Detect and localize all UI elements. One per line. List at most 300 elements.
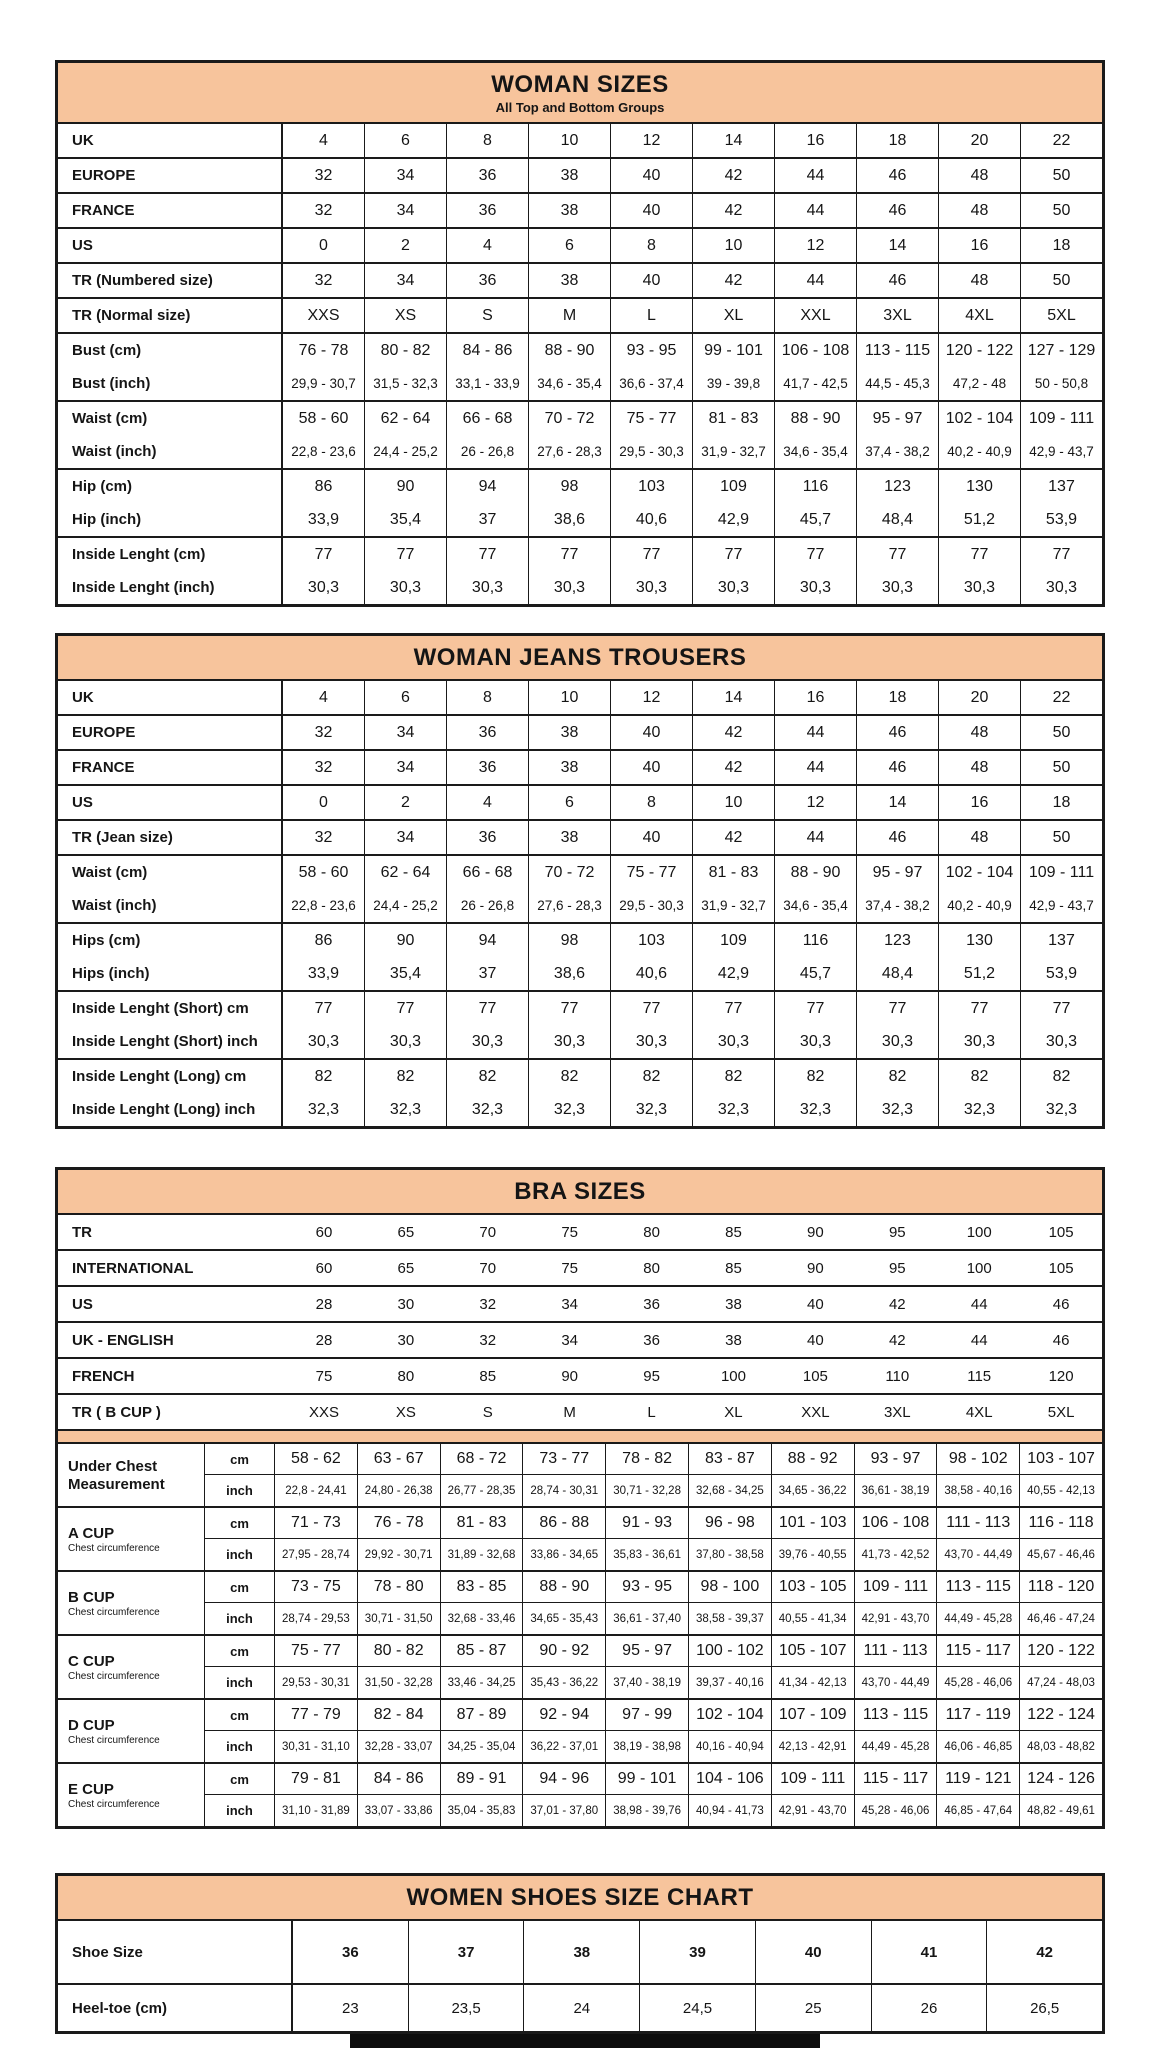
size-cell: 46	[857, 194, 939, 227]
size-cell: 42	[693, 716, 775, 749]
size-cell: 30,3	[1045, 1032, 1078, 1050]
table-row	[58, 1025, 1102, 1058]
cup-name: B CUP	[68, 1588, 115, 1606]
size-cell: 38	[529, 264, 611, 297]
size-cell: 0	[283, 786, 365, 819]
unit-cell: cm	[205, 1572, 275, 1602]
size-cell: 77	[939, 992, 1021, 1025]
size-cell: 42	[888, 1295, 906, 1313]
size-cell: 26 - 26,8	[447, 889, 529, 922]
size-cell: 10	[529, 681, 611, 714]
unit-row	[205, 1603, 1102, 1634]
size-cell: 42	[693, 751, 775, 784]
cup-group	[58, 1572, 1102, 1636]
size-cell: XXL	[775, 299, 857, 332]
row-group	[58, 1921, 1102, 1985]
size-cell: 97 - 99	[606, 1700, 689, 1730]
size-cell: 5XL	[1047, 306, 1076, 324]
size-cell: 32,3	[365, 1093, 447, 1126]
unit-row	[205, 1700, 1102, 1731]
size-cell: 109	[693, 470, 775, 503]
size-cell: 32,3	[283, 1093, 365, 1126]
size-cell: 77	[447, 992, 529, 1025]
size-cell: 46	[857, 821, 939, 854]
row-label: Hip (cm)	[58, 470, 283, 503]
size-cell: 28	[315, 1295, 333, 1313]
size-cell: 29,5 - 30,3	[611, 889, 693, 922]
size-cell: 70 - 72	[529, 402, 611, 435]
size-cell: 5XL	[1047, 1403, 1075, 1421]
size-cell: 98	[529, 470, 611, 503]
size-cell: 44	[775, 264, 857, 297]
size-cell: 123	[857, 470, 939, 503]
row-group	[58, 751, 1102, 786]
size-cell: 41,34 - 42,13	[772, 1667, 855, 1698]
size-cell: 4	[283, 124, 365, 157]
size-cell: 116	[775, 924, 857, 957]
size-cell: 38,58 - 39,37	[689, 1603, 772, 1634]
size-cell: 119 - 121	[937, 1764, 1020, 1794]
size-cell: 40,2 - 40,9	[939, 435, 1021, 468]
size-cell: 90 - 92	[523, 1636, 606, 1666]
size-cell: 10	[693, 229, 775, 262]
size-cell: 82	[611, 1060, 693, 1093]
size-cell: 38,6	[529, 957, 611, 990]
table-row	[58, 957, 1102, 990]
size-cell: 90	[365, 924, 447, 957]
row-group	[58, 821, 1102, 856]
size-cell: 8	[611, 786, 693, 819]
size-cell: 84 - 86	[358, 1764, 441, 1794]
size-cell: XXL	[801, 1403, 830, 1421]
size-cell: 12	[611, 124, 693, 157]
unit-row	[205, 1539, 1102, 1570]
size-cell: 80 - 82	[365, 334, 447, 367]
size-cell: 44,49 - 45,28	[855, 1731, 938, 1762]
size-cell: 14	[857, 786, 939, 819]
size-cell: 30,3	[611, 571, 693, 604]
woman-jeans-body	[58, 681, 1102, 1126]
size-cell: 38	[529, 716, 611, 749]
size-cell: 22	[1052, 688, 1071, 706]
cup-name: Under Chest	[68, 1457, 158, 1475]
size-cell: 88 - 92	[772, 1444, 855, 1474]
women-shoes-header	[58, 1876, 1102, 1921]
size-cell: 116 - 118	[1028, 1514, 1094, 1531]
size-cell: 32,3	[1045, 1100, 1078, 1118]
size-cell: 83 - 87	[689, 1444, 772, 1474]
size-cell: 30,3	[447, 571, 529, 604]
row-group	[58, 924, 1102, 992]
size-cell: 50	[1052, 201, 1071, 219]
size-cell: 77	[611, 992, 693, 1025]
size-cell: 42	[888, 1331, 906, 1349]
size-cell: 46	[857, 716, 939, 749]
row-label: Inside Lenght (Short) inch	[58, 1025, 283, 1058]
size-cell: 100	[966, 1223, 992, 1241]
size-cell: 88 - 90	[775, 856, 857, 889]
size-cell: 33,86 - 34,65	[523, 1539, 606, 1570]
table-row	[58, 856, 1102, 889]
size-cell: 3XL	[883, 1403, 911, 1421]
size-cell: 42,9 - 43,7	[1029, 898, 1094, 913]
size-cell: 35,04 - 35,83	[441, 1795, 524, 1826]
size-cell: 16	[775, 124, 857, 157]
size-cell: 16	[939, 786, 1021, 819]
table-row	[58, 821, 1102, 854]
size-cell: 83 - 85	[441, 1572, 524, 1602]
size-cell: 53,9	[1045, 510, 1078, 528]
row-group	[58, 856, 1102, 924]
size-cell: 32	[479, 1295, 497, 1313]
size-cell: 76 - 78	[283, 334, 365, 367]
size-cell: 82	[365, 1060, 447, 1093]
size-cell: 16	[775, 681, 857, 714]
row-label: Waist (inch)	[58, 435, 283, 468]
size-cell: 42	[693, 821, 775, 854]
size-cell: 45,28 - 46,06	[937, 1667, 1020, 1698]
size-cell: 45,7	[775, 503, 857, 536]
size-cell: 32	[283, 716, 365, 749]
size-cell: 38,19 - 38,98	[606, 1731, 689, 1762]
size-cell: 48,82 - 49,61	[1027, 1804, 1095, 1817]
unit-row	[205, 1572, 1102, 1603]
size-cell: 26,5	[1030, 1999, 1060, 2017]
size-cell: 24	[524, 1985, 640, 2031]
cup-values	[205, 1636, 1102, 1698]
size-cell: 27,6 - 28,3	[529, 435, 611, 468]
size-cell: 68 - 72	[441, 1444, 524, 1474]
row-group	[58, 681, 1102, 716]
size-cell: 75	[561, 1223, 579, 1241]
unit-row	[205, 1667, 1102, 1698]
size-cell: 94	[447, 470, 529, 503]
table-row	[58, 470, 1102, 503]
size-cell: 85	[725, 1223, 742, 1241]
table-row	[58, 299, 1102, 332]
size-cell: 110	[885, 1367, 910, 1385]
cup-name: A CUP	[68, 1524, 115, 1542]
table-row	[58, 716, 1102, 749]
size-cell: 103	[611, 924, 693, 957]
size-cell: 137	[1048, 931, 1075, 949]
cup-group	[58, 1700, 1102, 1764]
size-cell: 38	[529, 194, 611, 227]
size-cell: 82	[529, 1060, 611, 1093]
size-cell: 95	[888, 1223, 906, 1241]
row-group	[58, 299, 1102, 334]
cup-values	[205, 1444, 1102, 1506]
size-cell: 86 - 88	[523, 1508, 606, 1538]
size-cell: 43,70 - 44,49	[937, 1539, 1020, 1570]
size-cell: 32	[479, 1331, 497, 1349]
table-row	[58, 1323, 1102, 1359]
size-cell: 46	[1052, 1331, 1070, 1349]
size-cell: 40	[611, 716, 693, 749]
unit-cell: inch	[205, 1667, 275, 1698]
unit-row	[205, 1475, 1102, 1506]
size-cell: 113 - 115	[937, 1572, 1020, 1602]
cup-label	[58, 1764, 205, 1826]
size-cell: 23	[293, 1985, 409, 2031]
cup-values	[205, 1764, 1102, 1826]
size-cell: 45,7	[775, 957, 857, 990]
size-cell: 63 - 67	[358, 1444, 441, 1474]
size-cell: 46,06 - 46,85	[937, 1731, 1020, 1762]
size-cell: 42,91 - 43,70	[772, 1795, 855, 1826]
size-cell: 32	[283, 159, 365, 192]
size-cell: 40,94 - 41,73	[689, 1795, 772, 1826]
size-cell: 76 - 78	[358, 1508, 441, 1538]
size-cell: 38,6	[529, 503, 611, 536]
size-cell: 22	[1052, 131, 1071, 149]
size-cell: 75	[315, 1367, 333, 1385]
size-cell: 58 - 60	[283, 402, 365, 435]
size-cell: 34	[365, 194, 447, 227]
size-cell: 124 - 126	[1027, 1770, 1095, 1787]
cup-name: E CUP	[68, 1780, 114, 1798]
size-cell: 31,5 - 32,3	[365, 367, 447, 400]
size-cell: 38	[529, 159, 611, 192]
table-row	[58, 751, 1102, 784]
cup-name: C CUP	[68, 1652, 115, 1670]
size-cell: 42	[693, 194, 775, 227]
size-cell: 77	[693, 538, 775, 571]
size-cell: 27,6 - 28,3	[529, 889, 611, 922]
size-cell: 50 - 50,8	[1034, 376, 1089, 391]
table-title: BRA SIZES	[514, 1178, 646, 1205]
size-cell: 105 - 107	[772, 1636, 855, 1666]
size-cell: 90	[807, 1259, 824, 1277]
table-row	[58, 435, 1102, 468]
size-cell: 33,1 - 33,9	[447, 367, 529, 400]
size-cell: 75	[561, 1259, 579, 1277]
size-cell: 81 - 83	[693, 402, 775, 435]
row-label: UK	[58, 124, 283, 157]
size-cell: 31,9 - 32,7	[693, 889, 775, 922]
size-cell: 106 - 108	[855, 1508, 938, 1538]
size-cell: 22,8 - 23,6	[283, 889, 365, 922]
table-row	[58, 992, 1102, 1025]
row-label: FRANCE	[58, 751, 283, 784]
size-cell: 50	[1052, 723, 1071, 741]
unit-row	[205, 1444, 1102, 1475]
size-cell: 42,9	[693, 503, 775, 536]
row-label: US	[58, 229, 283, 262]
size-cell: 39	[640, 1921, 756, 1983]
size-cell: 30,3	[857, 1025, 939, 1058]
row-label: Inside Lenght (Long) cm	[58, 1060, 283, 1093]
size-cell: 18	[857, 124, 939, 157]
row-label: TR ( B CUP )	[72, 1403, 161, 1421]
table-row	[58, 538, 1102, 571]
size-cell: 12	[611, 681, 693, 714]
size-cell: 34	[561, 1295, 579, 1313]
size-cell: 109 - 111	[772, 1764, 855, 1794]
size-cell: 65	[397, 1259, 415, 1277]
size-cell: 36	[447, 194, 529, 227]
size-cell: 32	[283, 194, 365, 227]
size-cell: 82	[775, 1060, 857, 1093]
size-cell: 77	[283, 538, 365, 571]
size-cell: 30,3	[775, 1025, 857, 1058]
row-group	[58, 992, 1102, 1060]
size-cell: 36,61 - 38,19	[855, 1475, 938, 1506]
size-cell: 30	[397, 1295, 415, 1313]
size-cell: 104 - 106	[689, 1764, 772, 1794]
size-cell: 30,3	[857, 571, 939, 604]
row-label: Waist (cm)	[58, 856, 283, 889]
row-label: TR	[72, 1223, 92, 1241]
size-cell: 44	[775, 716, 857, 749]
size-cell: 109	[693, 924, 775, 957]
cup-sublabel: Chest circumference	[68, 1734, 160, 1746]
size-cell: 47,24 - 48,03	[1027, 1676, 1095, 1689]
size-cell: 18	[1052, 793, 1071, 811]
size-cell: 88 - 90	[529, 334, 611, 367]
table-row	[58, 681, 1102, 714]
table-row	[58, 1985, 1102, 2031]
women-shoes-table	[55, 1873, 1105, 2034]
size-cell: 29,5 - 30,3	[611, 435, 693, 468]
size-cell: 77	[775, 992, 857, 1025]
table-row	[58, 571, 1102, 604]
table-row	[58, 124, 1102, 157]
size-cell: 41,73 - 42,52	[855, 1539, 938, 1570]
size-cell: 40	[611, 751, 693, 784]
size-cell: 6	[529, 786, 611, 819]
size-cell: 85	[479, 1367, 497, 1385]
size-cell: 99 - 101	[693, 334, 775, 367]
size-cell: 36	[293, 1921, 409, 1983]
size-cell: 33,46 - 34,25	[441, 1667, 524, 1698]
size-cell: 123	[857, 924, 939, 957]
woman-sizes-body	[58, 124, 1102, 604]
size-cell: XS	[365, 299, 447, 332]
size-cell: 32,68 - 34,25	[689, 1475, 772, 1506]
size-cell: 32,3	[529, 1093, 611, 1126]
table-row	[58, 1060, 1102, 1093]
size-cell: 80 - 82	[358, 1636, 441, 1666]
size-cell: 111 - 113	[937, 1508, 1020, 1538]
size-cell: 8	[447, 124, 529, 157]
size-cell: 30,3	[529, 1025, 611, 1058]
size-cell: 48	[939, 716, 1021, 749]
size-cell: XXS	[283, 299, 365, 332]
size-cell: 36	[643, 1331, 660, 1349]
row-label: Bust (cm)	[58, 334, 283, 367]
row-label: FRENCH	[72, 1367, 135, 1385]
size-cell: 122 - 124	[1027, 1706, 1095, 1723]
size-cell: 2	[365, 786, 447, 819]
size-cell: 26,77 - 28,35	[441, 1475, 524, 1506]
table-row	[58, 367, 1102, 400]
size-cell: 0	[283, 229, 365, 262]
unit-cell: inch	[205, 1475, 275, 1506]
size-cell: 30,3	[939, 571, 1021, 604]
cup-values	[205, 1700, 1102, 1762]
size-cell: 44	[970, 1331, 988, 1349]
table-title: WOMEN SHOES SIZE CHART	[406, 1884, 754, 1911]
size-cell: 32	[283, 821, 365, 854]
size-cell: 77	[365, 992, 447, 1025]
size-cell: 79 - 81	[275, 1764, 358, 1794]
size-cell: 109 - 111	[855, 1572, 938, 1602]
size-cell: 84 - 86	[447, 334, 529, 367]
size-cell: 2	[365, 229, 447, 262]
row-label: UK	[58, 681, 283, 714]
unit-cell: inch	[205, 1795, 275, 1826]
row-group	[58, 470, 1102, 538]
size-cell: 16	[939, 229, 1021, 262]
size-cell: 51,2	[939, 957, 1021, 990]
size-cell: 24,4 - 25,2	[365, 889, 447, 922]
size-cell: 30,71 - 32,28	[606, 1475, 689, 1506]
size-cell: 30,3	[611, 1025, 693, 1058]
size-cell: 101 - 103	[772, 1508, 855, 1538]
size-cell: 82	[1052, 1067, 1071, 1085]
size-cell: 4XL	[939, 299, 1021, 332]
cup-label	[58, 1700, 205, 1762]
size-cell: 39,37 - 40,16	[689, 1667, 772, 1698]
size-cell: 34	[365, 264, 447, 297]
size-cell: 40,6	[611, 957, 693, 990]
size-cell: M	[529, 299, 611, 332]
size-cell: 94 - 96	[523, 1764, 606, 1794]
size-cell: 85 - 87	[441, 1636, 524, 1666]
size-cell: 31,10 - 31,89	[275, 1795, 358, 1826]
size-cell: 44	[775, 751, 857, 784]
size-cell: 38,98 - 39,76	[606, 1795, 689, 1826]
size-cell: 18	[857, 681, 939, 714]
row-label: Waist (cm)	[58, 402, 283, 435]
size-cell: 70 - 72	[529, 856, 611, 889]
size-cell: 30,3	[775, 571, 857, 604]
row-label: Inside Lenght (Short) cm	[58, 992, 283, 1025]
unit-cell: inch	[205, 1603, 275, 1634]
table-title: WOMAN JEANS TROUSERS	[413, 644, 747, 671]
woman-jeans-header	[58, 636, 1102, 681]
size-cell: 100	[966, 1259, 992, 1277]
row-label: TR (Numbered size)	[58, 264, 283, 297]
row-label: EUROPE	[58, 716, 283, 749]
size-cell: 30,3	[529, 571, 611, 604]
size-cell: 24,80 - 26,38	[358, 1475, 441, 1506]
size-cell: 66 - 68	[447, 402, 529, 435]
row-label: Inside Lenght (inch)	[58, 571, 283, 604]
size-cell: 30,3	[1045, 578, 1078, 596]
size-cell: 4	[283, 681, 365, 714]
size-cell: 45,28 - 46,06	[855, 1795, 938, 1826]
size-cell: 10	[693, 786, 775, 819]
cup-label	[58, 1444, 205, 1506]
size-cell: 44	[970, 1295, 988, 1313]
woman-jeans-table	[55, 633, 1105, 1129]
size-cell: 39 - 39,8	[693, 367, 775, 400]
size-cell: 30,3	[365, 571, 447, 604]
row-group	[58, 159, 1102, 194]
size-cell: 77	[857, 992, 939, 1025]
size-cell: 38,58 - 40,16	[937, 1475, 1020, 1506]
size-cell: 81 - 83	[441, 1508, 524, 1538]
size-cell: 42	[693, 159, 775, 192]
size-cell: 34	[365, 821, 447, 854]
size-cell: 41	[872, 1921, 988, 1983]
size-cell: 33,9	[283, 503, 365, 536]
size-cell: 42	[693, 264, 775, 297]
size-cell: 86	[283, 470, 365, 503]
size-cell: 40	[611, 264, 693, 297]
